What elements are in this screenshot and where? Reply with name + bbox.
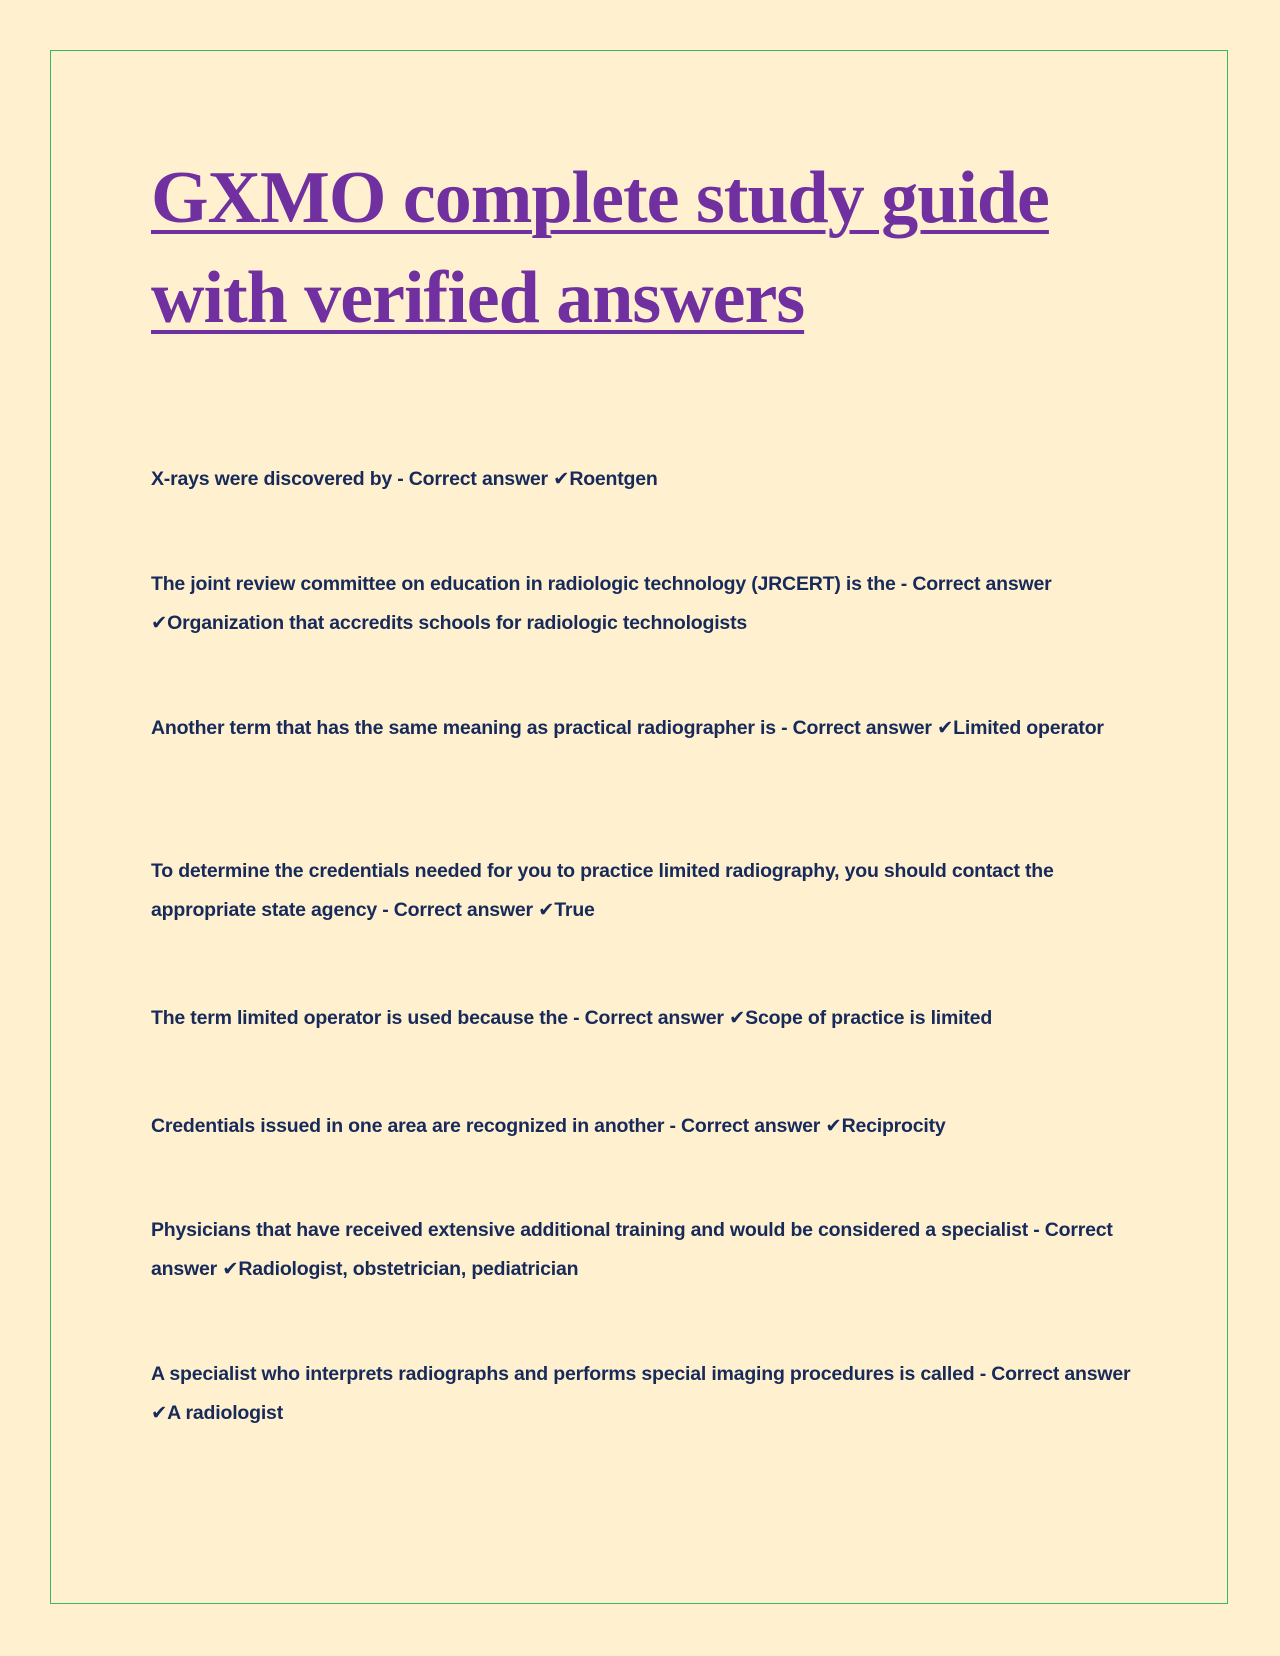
qa-item bbox=[151, 1107, 1141, 1146]
question: X-rays were discovered by bbox=[151, 468, 393, 490]
answer: Reciprocity bbox=[841, 1115, 946, 1137]
qa-item bbox=[151, 1355, 1141, 1433]
answer-prefix: - Correct answer ✔ bbox=[664, 1115, 842, 1137]
qa-item bbox=[151, 709, 1141, 748]
answer: Radiologist, obstetrician, pediatrician bbox=[238, 1258, 579, 1280]
answer-prefix: - Correct answer ✔ bbox=[377, 899, 555, 921]
answer: Limited operator bbox=[953, 717, 1104, 739]
answer-prefix: - Correct answer ✔ bbox=[151, 573, 1052, 634]
answer-prefix: - Correct answer ✔ bbox=[775, 717, 954, 739]
question: Another term that has the same meaning as practical radiographer is bbox=[151, 717, 776, 739]
qa-item bbox=[151, 565, 1141, 643]
question: Credentials issued in one area are recognized in another bbox=[151, 1115, 665, 1137]
question: To determine the credentials needed for you to practice limited radiography, you should contact the appropriate state agency bbox=[151, 860, 1054, 921]
question: The term limited operator is used because the bbox=[151, 1007, 568, 1029]
qa-item bbox=[151, 999, 1141, 1038]
answer: Roentgen bbox=[569, 468, 658, 490]
answer: Organization that accredits schools for radiologic technologists bbox=[167, 612, 748, 634]
answer: Scope of practice is limited bbox=[745, 1007, 993, 1029]
answer: True bbox=[554, 899, 595, 921]
answer-prefix: - Correct answer ✔ bbox=[151, 1363, 1131, 1424]
document-title: GXMO complete study guide with verified answers bbox=[151, 157, 1049, 339]
answer: A radiologist bbox=[167, 1402, 283, 1424]
qa-item bbox=[151, 1211, 1141, 1289]
qa-item bbox=[151, 852, 1141, 930]
qa-item bbox=[151, 460, 1141, 499]
answer-prefix: - Correct answer ✔ bbox=[151, 1219, 1113, 1280]
question: Physicians that have received extensive additional training and would be considered a specialist bbox=[151, 1219, 1029, 1241]
answer-prefix: - Correct answer ✔ bbox=[567, 1007, 746, 1029]
question: A specialist who interprets radiographs and performs special imaging procedures is called bbox=[151, 1363, 975, 1385]
question: The joint review committee on education in radiologic technology (JRCERT) is the bbox=[151, 573, 896, 595]
answer-prefix: - Correct answer ✔ bbox=[392, 468, 570, 490]
